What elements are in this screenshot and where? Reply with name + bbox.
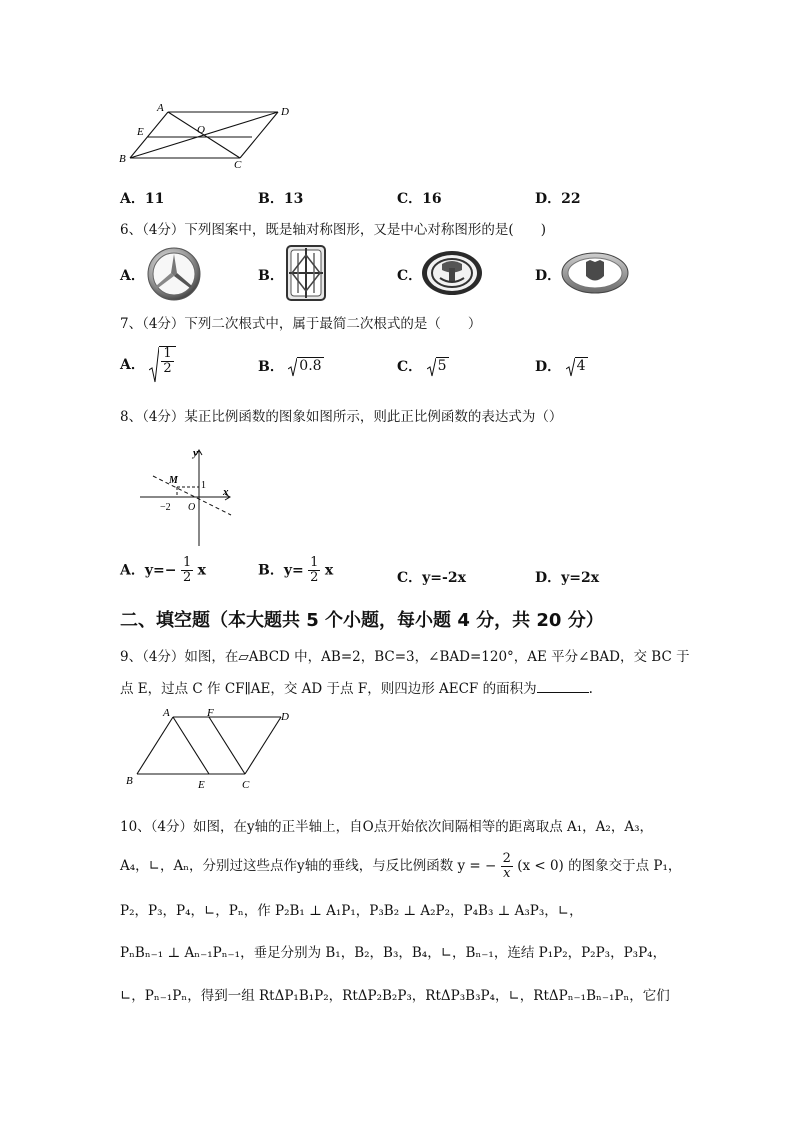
- parallelogram-figure-q9: [123, 704, 298, 792]
- fig8-label-o: O: [188, 502, 196, 513]
- q5-option-c: [397, 188, 442, 208]
- sqrt-symbol: [149, 346, 175, 384]
- q9-line-2-text: 点 E，过点 C 作 CF∥AE，交 AD 于点 F，则四边形 AECF 的面积为: [120, 681, 537, 697]
- fig5-label-e: E: [137, 126, 144, 138]
- q5-option-b-letter: B．: [258, 191, 284, 207]
- fig5-label-d: D: [281, 106, 289, 118]
- q8-option-c: [397, 567, 466, 587]
- fig8-label-neg2: −2: [160, 502, 171, 513]
- fig8-label-one: 1: [201, 480, 206, 491]
- fig5-label-o: O: [197, 124, 205, 136]
- fig8-label-y: y: [193, 447, 198, 459]
- q5-option-d-letter: D．: [535, 191, 562, 207]
- radical-sign-icon: [288, 357, 297, 377]
- q8-a-denominator: 2: [182, 570, 192, 585]
- fig9-label-a: A: [163, 707, 170, 719]
- fig5-label-b: B: [119, 153, 126, 165]
- fig9-label-f: F: [207, 707, 214, 719]
- radical-sign-icon: [427, 357, 436, 377]
- q7-a-denominator: 2: [163, 361, 172, 376]
- q6-question: 6、（4分）下列图案中，既是轴对称图形，又是中心对称图形的是( ): [120, 222, 546, 238]
- sqrt-symbol: [288, 357, 323, 377]
- q10-line-2-end: (x < 0) 的图象交于点 P₁，: [517, 858, 682, 874]
- q8-option-c-letter: C．: [397, 570, 423, 586]
- q8-option-d-expr: y=2x: [561, 570, 600, 586]
- q10-numerator: 2: [502, 851, 511, 866]
- fig5-label-a: A: [157, 102, 164, 114]
- q8-option-a: [120, 556, 206, 585]
- q6-option-c-letter: C．: [397, 268, 423, 284]
- q8-option-b-suffix: x: [324, 562, 334, 579]
- mercedes-logo-icon: [146, 246, 202, 302]
- q6-option-a-letter: A．: [120, 268, 145, 284]
- q5-option-a-letter: A．: [120, 191, 145, 207]
- q7-option-b-letter: B．: [258, 359, 284, 375]
- q8-option-a-letter: A．: [120, 562, 145, 579]
- q8-b-denominator: 2: [310, 570, 319, 585]
- q5-option-d: [535, 188, 581, 208]
- q7-option-c-letter: C．: [397, 359, 423, 375]
- q8-option-b-prefix: y=: [283, 562, 304, 579]
- q7-c-radicand: 5: [436, 357, 449, 377]
- q7-option-a-letter: A．: [120, 357, 145, 373]
- q9-line-1: 9、（4分）如图，在▱ABCD 中，AB=2，BC=3，∠BAD=120°，AE 平分∠BAD，交 BC 于: [120, 649, 690, 665]
- sqrt-symbol: [566, 357, 588, 377]
- fig9-label-b: B: [126, 775, 133, 787]
- q10-line-1: 10、（4分）如图，在y轴的正半轴上，自O点开始依次间隔相等的距离取点 A₁，A₂，A₃，: [120, 819, 653, 835]
- lincoln-logo-icon: [284, 243, 328, 303]
- q7-option-d-letter: D．: [535, 359, 562, 375]
- q10-denominator: x: [503, 866, 511, 881]
- brilliance-logo-icon: [420, 248, 484, 298]
- fig9-label-c: C: [242, 779, 250, 791]
- q5-option-a: [120, 188, 164, 208]
- q8-b-numerator: 1: [310, 555, 319, 570]
- q5-option-b: [258, 188, 303, 208]
- q7-a-numerator: 1: [163, 346, 172, 361]
- q10-line-5: ∟，Pₙ₋₁Pₙ，得到一组 RtΔP₁B₁P₂，RtΔP₂B₂P₃，RtΔP₃B₃P₄，∟，RtΔPₙ₋₁Bₙ₋₁Pₙ，它们: [120, 988, 670, 1004]
- fig5-label-c: C: [234, 159, 242, 168]
- fig8-label-x: x: [223, 486, 229, 498]
- q9-line-2: [120, 677, 593, 697]
- q5-option-c-letter: C．: [397, 191, 423, 207]
- q8-option-b-letter: B．: [258, 562, 284, 579]
- q8-option-b: [258, 556, 333, 585]
- q7-question: 7、（4分）下列二次根式中，属于最简二次根式的是（ ）: [120, 316, 482, 332]
- q5-option-d-value: 22: [561, 191, 581, 207]
- q7-option-b: [258, 356, 324, 377]
- q6-option-d-letter: D．: [535, 268, 562, 284]
- q5-option-a-value: 11: [144, 191, 165, 207]
- sqrt-symbol: [427, 357, 449, 377]
- q8-question: 8、（4分）某正比例函数的图象如图所示，则此正比例函数的表达式为（）: [120, 409, 563, 425]
- q8-coordinate-figure: [135, 440, 240, 548]
- parallelogram-figure-q5: [110, 100, 300, 168]
- fig9-label-e: E: [198, 779, 205, 791]
- q7-b-radicand: 0.8: [297, 357, 323, 377]
- q9-line-2-end: .: [588, 681, 593, 697]
- q10-line-4: PₙBₙ₋₁ ⊥ Aₙ₋₁Pₙ₋₁，垂足分别为 B₁，B₂，B₃，B₄，∟，Bₙ₋₁，连结 P₁P₂，P₂P₃，P₃P₄，: [120, 945, 667, 961]
- q7-option-c: [397, 356, 449, 377]
- section-2-heading: 二、填空题（本大题共 5 个小题，每小题 4 分，共 20 分）: [120, 610, 604, 631]
- answer-blank: [537, 680, 589, 693]
- q6-option-b-letter: B．: [258, 268, 284, 284]
- q5-option-c-value: 16: [422, 191, 442, 207]
- q7-option-d: [535, 356, 588, 377]
- q7-option-a: [120, 346, 176, 384]
- q7-d-radicand: 4: [575, 357, 588, 377]
- q8-option-c-expr: y=-2x: [422, 570, 466, 586]
- radical-sign-icon: [149, 346, 159, 384]
- q10-line-2: [120, 852, 681, 881]
- q10-line-2-text: A₄，∟，Aₙ，分别过这些点作y轴的垂线，与反比例函数 y = −: [120, 858, 497, 874]
- fig8-label-m: M: [169, 475, 178, 486]
- q10-line-3: P₂，P₃，P₄，∟，Pₙ，作 P₂B₁ ⊥ A₁P₁，P₃B₂ ⊥ A₂P₂，P₄B₃ ⊥ A₃P₃，∟，: [120, 903, 583, 919]
- great-wall-logo-icon: [560, 251, 630, 295]
- q8-a-numerator: 1: [182, 555, 192, 570]
- q8-option-a-prefix: y=−: [144, 562, 177, 579]
- radical-sign-icon: [566, 357, 575, 377]
- q8-option-a-suffix: x: [197, 562, 207, 579]
- q8-option-d: [535, 567, 599, 587]
- fig9-label-d: D: [281, 711, 289, 723]
- q5-option-b-value: 13: [283, 191, 304, 207]
- q8-option-d-letter: D．: [535, 570, 562, 586]
